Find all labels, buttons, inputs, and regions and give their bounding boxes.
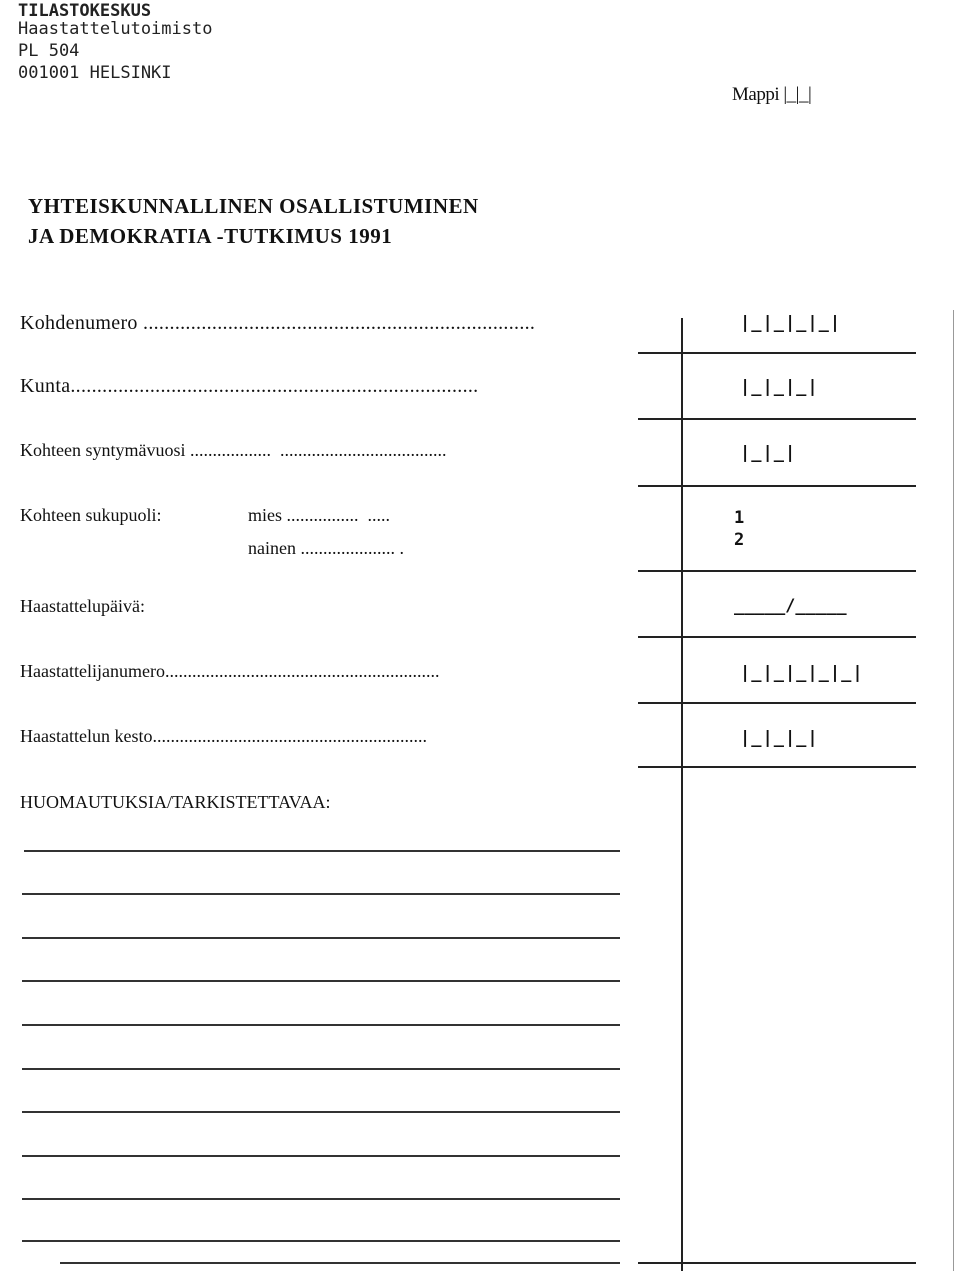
kohdenumero-label: Kohdenumero .......................................................................... (20, 312, 536, 334)
divider (638, 485, 916, 487)
notes-label: HUOMAUTUKSIA/TARKISTETTAVAA: (20, 792, 331, 812)
org-name: TILASTOKESKUS (18, 1, 152, 21)
note-line[interactable] (22, 980, 620, 982)
city: 001001 HELSINKI (18, 63, 172, 83)
column-divider (681, 318, 683, 1271)
form-title-line1: YHTEISKUNNALLINEN OSALLISTUMINEN (28, 194, 479, 218)
syntymavuosi-boxes[interactable]: |_|_| (740, 443, 797, 463)
note-line[interactable] (22, 893, 620, 895)
divider (638, 636, 916, 638)
note-line[interactable] (60, 1262, 620, 1264)
paiva-label: Haastattelupäivä: (20, 596, 145, 616)
haastattelija-label: Haastattelijanumero............................................................. (20, 661, 440, 681)
dept-name: Haastattelutoimisto (18, 19, 213, 39)
mappi-field: Mappi |_|_| (732, 84, 812, 105)
divider (638, 418, 916, 420)
note-line[interactable] (22, 1155, 620, 1157)
sukupuoli-mies: mies ................ ..... (248, 505, 390, 525)
sukupuoli-label: Kohteen sukupuoli: (20, 505, 162, 525)
syntymavuosi-label: Kohteen syntymävuosi .................. ..................................... (20, 440, 447, 460)
sukupuoli-code-1[interactable]: 1 (734, 508, 745, 528)
note-line[interactable] (22, 1240, 620, 1242)
sukupuoli-nainen: nainen ..................... . (248, 538, 404, 558)
scan-edge (953, 310, 954, 1271)
note-line[interactable] (22, 1068, 620, 1070)
divider (638, 1262, 916, 1264)
kesto-boxes[interactable]: |_|_|_| (740, 728, 819, 748)
sukupuoli-code-2[interactable]: 2 (734, 530, 745, 550)
note-line[interactable] (22, 1198, 620, 1200)
note-line[interactable] (24, 850, 620, 852)
divider (638, 570, 916, 572)
divider (638, 766, 916, 768)
kesto-label: Haastattelun kesto............................................................. (20, 726, 427, 746)
note-line[interactable] (22, 1024, 620, 1026)
haastattelija-boxes[interactable]: |_|_|_|_|_| (740, 663, 864, 683)
note-line[interactable] (22, 937, 620, 939)
paiva-boxes[interactable]: _____/_____ (734, 596, 847, 616)
divider (638, 352, 916, 354)
kunta-label: Kunta............................................................................. (20, 375, 479, 397)
kohdenumero-boxes[interactable]: |_|_|_|_| (740, 313, 842, 333)
divider (638, 702, 916, 704)
po-box: PL 504 (18, 41, 80, 61)
form-title-line2: JA DEMOKRATIA -TUTKIMUS 1991 (28, 224, 393, 248)
kunta-boxes[interactable]: |_|_|_| (740, 377, 819, 397)
note-line[interactable] (22, 1111, 620, 1113)
